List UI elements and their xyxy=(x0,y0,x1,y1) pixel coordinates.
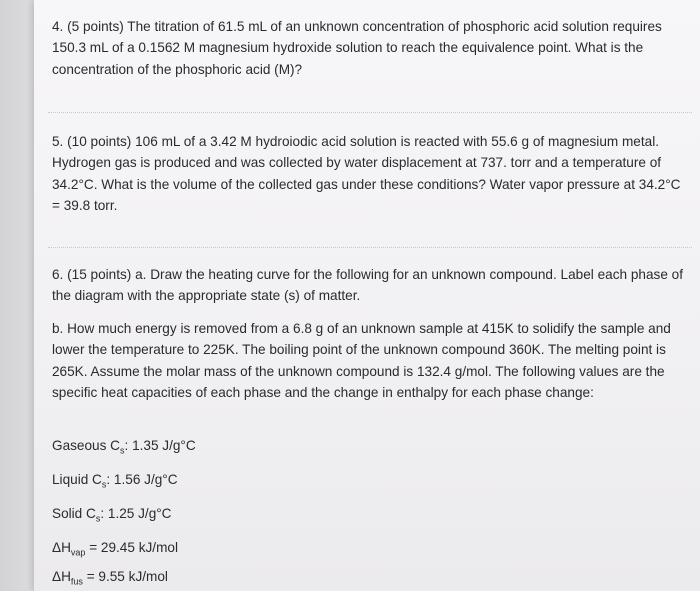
question-5: 5. (10 points) 106 mL of a 3.42 M hydroiodic acid solution is reacted with 55.6 g of magnesium metal. Hydrogen gas is produced and was collected by water displacement at 737. torr and a temperature of 34.2°C. What is the volume of the collected gas under these conditions? Water vapor pressure at 34.2°C = 39.8 torr. xyxy=(52,134,681,213)
enthalpy-vaporization: $\Delta H_{vap} = 29.45$ kJ/mol xyxy=(52,540,178,558)
page-edge-shadow xyxy=(0,0,34,591)
question-6-part-a: 6. (15 points) a. Draw the heating curve for the following for an unknown compound. Label each phase of the diagram with the appropriate state (s) of matter. xyxy=(52,267,683,304)
divider xyxy=(48,112,692,113)
liquid-heat-capacity: Liquid $C_s$: 1.56 J/g°C xyxy=(52,472,178,490)
solid-heat-capacity: Solid $C_s$: 1.25 J/g°C xyxy=(52,506,172,524)
question-6-part-b: b. How much energy is removed from a 6.8 g of an unknown sample at 415K to solidify the sample and lower the temperature to 225K. The boiling point of the unknown compound 360K. The melting point is 265K. Assume the molar mass of the unknown compound is 132.4 g/mol. The following values are the specific heat capacities of each phase and the change in enthalpy for each phase change: xyxy=(52,321,671,400)
question-4: 4. (5 points) The titration of 61.5 mL of an unknown concentration of phosphoric acid solution requires 150.3 mL of a 0.1562 M magnesium hydroxide solution to reach the equivalence point. What is the concentration of the phosphoric acid (M)? xyxy=(52,19,662,77)
enthalpy-fusion: $\Delta H_{fus} = 9.55$ kJ/mol xyxy=(52,569,168,587)
worksheet-page xyxy=(34,0,700,591)
divider xyxy=(48,247,692,248)
gaseous-heat-capacity: Gaseous $C_s$: 1.35 J/g°C xyxy=(52,438,196,456)
